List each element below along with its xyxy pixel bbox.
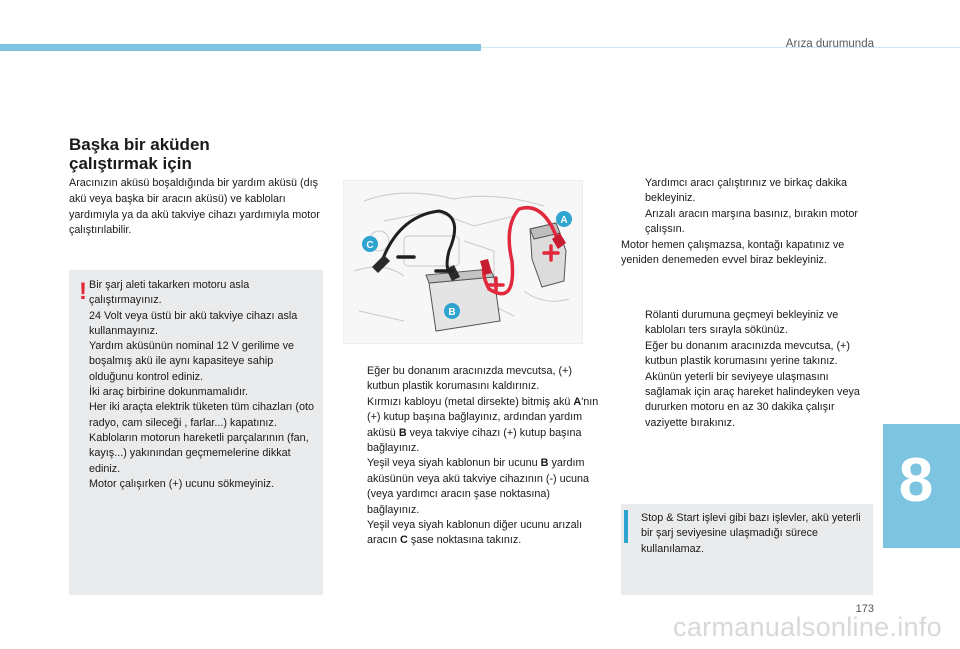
step-item: Kırmızı kabloyu (metal dirsekte) bitmiş akü A'nın (+) kutup başına bağlayınız, ardından yardım aküsü B veya takviye cihazı (+) kutup başına bağlayınız. — [367, 395, 599, 455]
warning-paragraph: İki araç birbirine dokunmamalıdır. — [89, 386, 249, 399]
steps-connect — [343, 364, 601, 549]
steps-disconnect — [621, 308, 876, 431]
label-b: B — [448, 307, 456, 318]
step-item: Arızalı aracın marşına basınız, bırakın motor çalışsın. — [645, 207, 859, 236]
info-text: Stop & Start işlevi gibi bazı işlevler, akü yeterli bir şarj seviyesine ulaşmadığı sürece kullanılamaz. — [641, 512, 861, 555]
section-title: Arıza durumunda — [785, 38, 874, 50]
warning-paragraph: Motor çalışırken (+) ucunu sökmeyiniz. — [89, 477, 275, 490]
label-c: C — [366, 240, 374, 251]
warning-paragraph: Bir şarj aleti takarken motoru asla çalıştırmayınız. — [89, 279, 250, 307]
battery-a-icon — [530, 223, 566, 287]
label-a: A — [560, 215, 568, 226]
page-title-line-2: çalıştırmak için — [69, 154, 192, 173]
intro-paragraph: Aracınızın aküsü boşaldığında bir yardım aküsü (dış akü veya başka bir aracın aküsü) ve kabloları yardımıyla ya da akü takviye cihazı yardımıyla motor çalıştırılabilir. — [69, 177, 320, 237]
retry-note: Motor hemen çalışmazsa, kontağı kapatınız ve yeniden denemeden evvel biraz bekleyiniz. — [621, 238, 845, 267]
jump-start-illustration — [343, 180, 583, 344]
label-c-badge — [362, 236, 378, 252]
warning-box — [69, 270, 323, 595]
step-item: Yeşil veya siyah kablonun bir ucunu B yardım aküsünün veya akü takviye cihazının (-) ucuna (veya yardımcı aracın şase noktasına) bağlayınız. — [367, 457, 590, 516]
page-title-line-1: Başka bir aküden — [69, 135, 210, 154]
label-b-badge — [444, 303, 460, 319]
page-title — [69, 135, 210, 173]
steps-start — [621, 176, 876, 268]
header-accent-bar — [0, 44, 481, 51]
step-item: Eğer bu donanım aracınızda mevcutsa, (+) kutbun plastik korumasını kaldırınız. — [367, 365, 572, 393]
jump-start-diagram — [344, 181, 582, 343]
header-rule — [481, 47, 960, 48]
warning-paragraph: Her iki araçta elektrik tüketen tüm cihazları (oto radyo, cam sileceği , farlar...) kapatınız. — [89, 401, 315, 429]
label-a-badge — [556, 211, 572, 227]
info-box — [621, 504, 873, 595]
warning-paragraph: 24 Volt veya üstü bir akü takviye cihazı asla kullanmayınız. — [89, 309, 298, 337]
page-number: 173 — [855, 603, 874, 615]
info-icon — [624, 510, 628, 543]
chapter-number: 8 — [898, 446, 934, 515]
battery-b-icon — [426, 269, 500, 331]
step-item: Eğer bu donanım aracınızda mevcutsa, (+) kutbun plastik korumasını yerine takınız. — [645, 339, 850, 368]
black-cable — [382, 211, 455, 273]
step-item: Yeşil veya siyah kablonun diğer ucunu arızalı aracın C şase noktasına takınız. — [367, 519, 583, 547]
warning-paragraph: Yardım aküsünün nominal 12 V gerilime ve boşalmış akü ile aynı kapasiteye sahip olduğunu kontrol ediniz. — [89, 340, 295, 383]
warning-icon: ! — [79, 278, 87, 305]
watermark: carmanualsonline.info — [673, 612, 942, 642]
step-item: Rölanti durumuna geçmeyi bekleyiniz ve kabloları ters sırayla sökünüz. — [645, 309, 839, 337]
step-item: Yardımcı aracı çalıştırınız ve birkaç dakika bekleyiniz. — [645, 177, 848, 205]
step-item: Akünün yeterli bir seviyeye ulaşmasını sağlamak için araç hareket halindeyken veya dururken motoru en az 30 dakika çalışır vaziyette bırakınız. — [645, 370, 860, 429]
warning-paragraph: Kabloların motorun hareketli parçalarının (fan, kayış...) yakınından geçmemelerine dikkat ediniz. — [89, 431, 309, 475]
warning-text — [89, 278, 319, 492]
